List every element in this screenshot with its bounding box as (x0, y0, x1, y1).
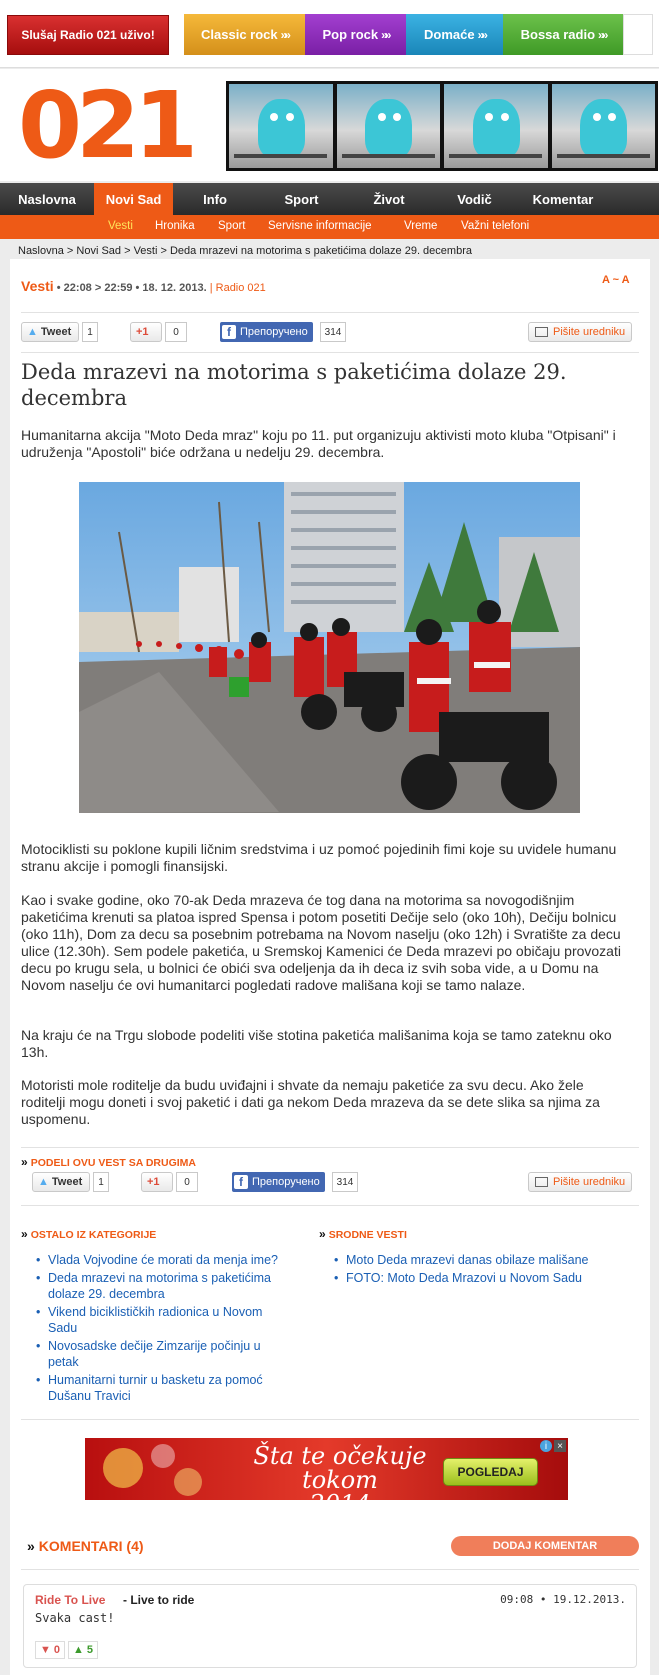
nav-item-novi-sad[interactable]: Novi Sad (94, 183, 173, 215)
article-photo[interactable] (79, 482, 580, 813)
ad-text-line: 2014 (309, 1490, 371, 1518)
fb-label: Препоручено (240, 326, 308, 338)
article-paragraph-3: Na kraju će na Trgu slobode podeliti više stotina paketića mališanima koja se tamo zateknu oko 13h. (21, 1027, 612, 1060)
article-paragraph-1: Motociklisti su poklone kupili ličnim sredstvima i uz pomoć pojedinih fimi koje su uvidele humanu stranu akcije i pomogli finansijski. (21, 841, 617, 874)
banner-panel (229, 84, 333, 168)
gplus-button[interactable] (130, 322, 162, 342)
article-paragraph-2: Kao i svake godine, oko 70-ak Deda mrazeva će tog dana na motorima sa novogodišnjim paketićima krenuti sa platoa ispred Spensa i potom posetiti Dečije selo (oko 10h), Dečiju bolnicu (oko 11h), Dom za decu sa posebnim potrebama na Novom naselju (oko 12h) i Svratište za decu ulice (12.30h). Sem podele paketića, u Sremskoj Kamenici će Deda mrazevi po običaju provozati decu po krugu sela, u bolnici će obići sva odeljenja da ih deca iz svih soba vide, a u Domu na Novom naselju će ovi humanitarci pogledati radove mališana koji se tamo nalaze. (21, 892, 621, 993)
comment-time: 09:08 • 19.12.2013. (500, 1593, 626, 1606)
radio-tab-bossa[interactable] (503, 14, 623, 55)
ad-banner-2014[interactable] (85, 1438, 568, 1518)
facebook-recommend-button[interactable] (232, 1172, 325, 1192)
category-link[interactable]: • Vikend biciklističkih radionica u Novom Sadu (34, 1304, 289, 1336)
radio-tab-pop-rock[interactable] (305, 14, 406, 55)
comments-title-text: KOMENTARI (4) (38, 1538, 144, 1554)
category-link[interactable]: • Vlada Vojvodine će morati da menja ime? (34, 1252, 289, 1268)
twitter-bird-icon: ▲ (27, 326, 38, 338)
twitter-bird-icon: ▲ (38, 1176, 49, 1188)
double-chevron-icon: »» (280, 27, 288, 42)
divider (21, 312, 639, 313)
article-title: Deda mrazevi na motorima s paketićima dolaze 29. decembra (21, 360, 567, 410)
sub-nav (0, 215, 659, 239)
subnav-item-vazni-telefoni[interactable]: Važni telefoni (461, 220, 530, 232)
nav-item-vodic[interactable]: Vodič (457, 191, 492, 207)
gplus-count: 0 (176, 1172, 198, 1192)
divider (21, 1419, 639, 1420)
ad-view-button[interactable]: POGLEDAJ (443, 1458, 538, 1486)
double-chevron-icon: »» (477, 27, 485, 42)
listen-live-button[interactable]: Slušaj Radio 021 uživo! (7, 15, 169, 55)
raquo-icon: » (319, 1227, 326, 1241)
gplus-button[interactable] (141, 1172, 173, 1192)
tweet-label: Tweet (51, 1176, 83, 1188)
banner-panel (552, 84, 656, 168)
subnav-item-vesti[interactable]: Vesti (108, 220, 133, 232)
subnav-item-vreme[interactable]: Vreme (404, 220, 438, 232)
radio-tab-domace[interactable] (406, 14, 503, 55)
divider (21, 1147, 639, 1148)
write-editor-button[interactable] (528, 1172, 632, 1192)
article-category-link[interactable]: Vesti (21, 278, 54, 294)
related-title-text: SRODNE VESTI (328, 1229, 407, 1241)
raquo-icon: » (21, 1227, 28, 1241)
header-ad-banner[interactable] (226, 81, 658, 171)
category-title-text: OSTALO IZ KATEGORIJE (30, 1229, 157, 1241)
double-chevron-icon: »» (598, 27, 606, 42)
tweet-label: Tweet (40, 326, 72, 338)
facebook-icon: f (222, 325, 236, 339)
nav-item-zivot[interactable]: Život (373, 191, 405, 207)
article-source: | Radio 021 (206, 282, 266, 294)
category-link[interactable]: • Humanitarni turnir u basketu za pomoć Dušanu Travici (34, 1372, 289, 1404)
thumb-down-icon: ▼ (39, 1644, 51, 1656)
radio-tab-label: Bossa radio (520, 27, 596, 42)
comment-headline: - Live to ride (123, 1593, 195, 1607)
like-count: 5 (86, 1644, 93, 1656)
article-datetime: • 22:08 > 22:59 • 18. 12. 2013. (53, 282, 207, 294)
tweet-count: 1 (82, 322, 98, 342)
radio-tab-classic-rock[interactable] (184, 14, 305, 55)
fb-label: Препоручено (252, 1176, 320, 1188)
category-link-list (34, 1252, 289, 1406)
fb-count: 314 (332, 1172, 358, 1192)
envelope-icon (535, 1177, 548, 1187)
category-list-title (21, 1227, 156, 1241)
divider (21, 1205, 639, 1206)
comment-dislike-button[interactable] (35, 1641, 65, 1659)
related-list-title (319, 1227, 407, 1241)
ad-text (235, 1444, 445, 1516)
logo-graphic (18, 72, 193, 179)
subnav-item-sport[interactable]: Sport (218, 220, 246, 232)
thumb-up-icon: ▲ (72, 1644, 84, 1656)
nav-item-info[interactable]: Info (203, 191, 227, 207)
related-link-list (332, 1252, 592, 1288)
subnav-item-servisne[interactable]: Servisne informacije (268, 220, 372, 232)
divider (21, 352, 639, 353)
radio-tab-scroll[interactable] (623, 14, 653, 55)
article-meta (21, 278, 266, 294)
comment-like-button[interactable] (68, 1641, 98, 1659)
ad-decoration (93, 1438, 213, 1500)
banner-panel (444, 84, 548, 168)
gplus-count: 0 (165, 322, 187, 342)
tweet-button[interactable] (32, 1172, 90, 1192)
ad-text-line: Šta te očekuje tokom (253, 1442, 427, 1494)
facebook-icon: f (234, 1175, 248, 1189)
breadcrumb[interactable]: Naslovna > Novi Sad > Vesti > Deda mrazevi na motorima s paketićima dolaze 29. decembra (18, 245, 472, 257)
banner-panel (337, 84, 441, 168)
raquo-icon: » (27, 1538, 35, 1554)
share-section-title (21, 1155, 196, 1169)
dislike-count: 0 (53, 1644, 60, 1656)
tweet-count: 1 (93, 1172, 109, 1192)
nav-item-naslovna[interactable]: Naslovna (18, 191, 76, 207)
nav-item-komentar[interactable]: Komentar (532, 191, 594, 207)
share-title-text: PODELI OVU VEST SA DRUGIMA (30, 1157, 196, 1169)
gplus-label: +1 (136, 326, 149, 338)
comment-item (23, 1584, 637, 1668)
write-editor-label: Pišite uredniku (553, 326, 626, 338)
tweet-button[interactable] (21, 322, 79, 342)
article-paragraph-4: Motoristi mole roditelje da budu uviđajni i shvate da nemaju paketiće za svu decu. Ako žele roditelji mogu doneti i svoj paketić i dati ga nekom Deda mrazeva da se dete slika sa njima za uspomenu. (21, 1077, 600, 1127)
comment-text: Svaka cast! (35, 1611, 115, 1625)
site-logo[interactable] (18, 72, 193, 179)
category-link[interactable]: • Deda mrazevi na motorima s paketićima dolaze 29. decembra (34, 1270, 289, 1302)
main-nav (0, 183, 659, 215)
radio-tab-label: Domaće (424, 27, 475, 42)
photo-motorcyclists-santa (79, 482, 580, 813)
fb-count: 314 (320, 322, 346, 342)
radio-bar (0, 0, 659, 68)
nav-item-sport[interactable]: Sport (284, 191, 319, 207)
category-link[interactable]: • Novosadske dečije Zimzarije počinju u petak (34, 1338, 289, 1370)
raquo-icon: » (21, 1155, 28, 1169)
subnav-item-hronika[interactable]: Hronika (155, 220, 195, 232)
radio-tab-label: Pop rock (322, 27, 379, 42)
write-editor-label: Pišite uredniku (553, 1176, 626, 1188)
comments-title (27, 1538, 144, 1554)
ad-close-icon[interactable]: × (554, 1440, 566, 1452)
site-header (0, 69, 659, 181)
divider (21, 1569, 639, 1570)
svg-text:021: 021 (18, 72, 193, 179)
double-chevron-icon: »» (381, 27, 389, 42)
write-editor-button[interactable] (528, 322, 632, 342)
gplus-label: +1 (147, 1176, 160, 1188)
related-link[interactable]: • FOTO: Moto Deda Mrazovi u Novom Sadu (332, 1270, 592, 1286)
comment-author[interactable]: Ride To Live (35, 1593, 106, 1607)
facebook-recommend-button[interactable] (220, 322, 313, 342)
radio-tab-label: Classic rock (201, 27, 278, 42)
font-size-toggle[interactable]: A ~ A (602, 274, 630, 286)
related-link[interactable]: • Moto Deda mrazevi danas obilaze mališane (332, 1252, 592, 1268)
article-lead: Humanitarna akcija "Moto Deda mraz" koju po 11. put organizuju aktivisti moto kluba "Otpisani" i udruženja "Apostoli" biće održana u nedelju 29. decembra. (21, 427, 616, 460)
ad-info-icon[interactable]: i (540, 1440, 552, 1452)
add-comment-button[interactable]: DODAJ KOMENTAR (451, 1536, 639, 1556)
envelope-icon (535, 327, 548, 337)
